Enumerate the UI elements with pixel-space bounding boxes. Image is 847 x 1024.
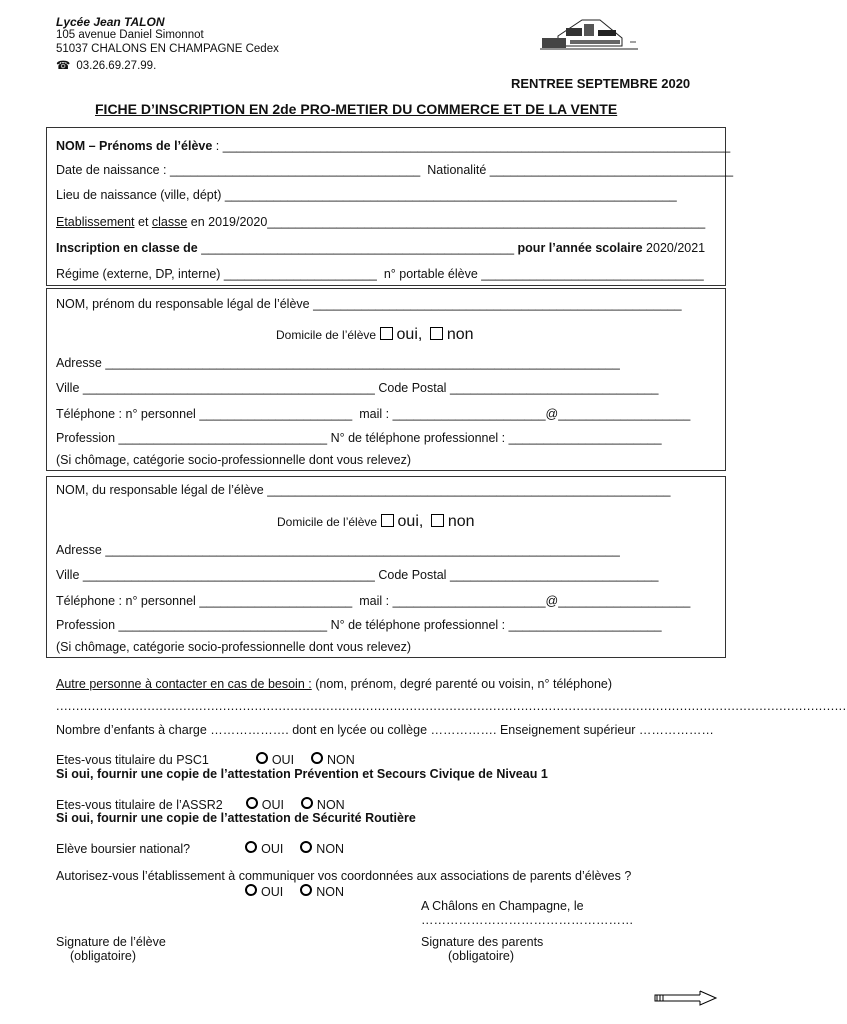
birthplace-label: Lieu de naissance (ville, dépt) — [56, 188, 222, 202]
guardian2-city-label: Ville — [56, 568, 80, 582]
consent-non-label: NON — [316, 885, 344, 899]
emergency-contact-label: Autre personne à contacter en cas de besoin : — [56, 677, 312, 691]
school-logo — [540, 14, 640, 54]
assr2-row — [56, 797, 345, 812]
enrollment-label: Inscription en classe de — [56, 241, 198, 255]
assr2-non-label: NON — [316, 798, 345, 812]
nationality-field[interactable]: ___________________________________ — [489, 163, 734, 177]
guardian2-address-row — [56, 543, 620, 557]
guardian2-phone-row — [56, 594, 690, 608]
guardian1-mail-field[interactable]: ______________________@___________________ — [392, 407, 691, 421]
guardian1-workphone-field[interactable]: ______________________ — [508, 431, 662, 445]
guardian1-phone-field[interactable]: ______________________ — [199, 407, 353, 421]
guardian1-phone-label: Téléphone : n° personnel — [56, 407, 196, 421]
guardian1-domicile-row — [276, 326, 474, 344]
nationality-label: Nationalité — [427, 163, 487, 177]
guardian2-mail-field[interactable]: ______________________@___________________ — [392, 594, 691, 608]
guardian1-workphone-label: N° de téléphone professionnel : — [330, 431, 506, 445]
guardian1-postal-field[interactable]: ______________________________ — [449, 381, 659, 395]
student-signature-label: Signature de l’élève — [56, 935, 166, 949]
psc1-oui-label: OUI — [271, 753, 295, 767]
mobile-field[interactable]: ________________________________ — [481, 267, 704, 281]
arrow-right-icon — [654, 990, 718, 1006]
guardian2-city-row — [56, 568, 659, 582]
guardian1-name-row — [56, 297, 682, 311]
student-signature-required: (obligatoire) — [70, 949, 137, 963]
regime-field[interactable]: ______________________ — [223, 267, 377, 281]
guardian2-phone-label: Téléphone : n° personnel — [56, 594, 196, 608]
guardian2-phone-field[interactable]: ______________________ — [199, 594, 353, 608]
enrollment-field[interactable]: _____________________________________________ — [201, 241, 515, 255]
guardian1-phone-row — [56, 407, 690, 421]
assr2-note: Si oui, fournir une copie de l’attestation de Sécurité Routière — [56, 811, 416, 825]
school-class-row — [56, 215, 705, 229]
school-address-2: 51037 CHALONS EN CHAMPAGNE Cedex — [56, 43, 279, 55]
page-title: FICHE D’INSCRIPTION EN 2de PRO-METIER DU COMMERCE ET DE LA VENTE — [95, 101, 618, 117]
school-address-1: 105 avenue Daniel Simonnot — [56, 29, 204, 41]
guardian1-oui-label: oui, — [396, 326, 423, 343]
place-date-label: A Châlons en Champagne, le — [421, 899, 584, 913]
guardian2-name-label: NOM, du responsable légal de l’élève — [56, 483, 264, 497]
psc1-note: Si oui, fournir une copie de l’attestation Prévention et Secours Civique de Niveau 1 — [56, 767, 548, 781]
guardian1-profession-row — [56, 431, 662, 445]
guardian1-address-field[interactable]: __________________________________________________________________________ — [105, 356, 620, 370]
guardian2-postal-label: Code Postal — [378, 568, 447, 582]
student-name-field[interactable]: _________________________________________________________________________ — [222, 139, 731, 153]
guardian1-name-field[interactable]: _____________________________________________________ — [313, 297, 682, 311]
guardian2-name-field[interactable]: __________________________________________________________ — [267, 483, 671, 497]
scholarship-non-label: NON — [316, 842, 345, 856]
guardian2-workphone-label: N° de téléphone professionnel : — [330, 618, 506, 632]
guardian2-postal-field[interactable]: ______________________________ — [449, 568, 659, 582]
regime-label: Régime (externe, DP, interne) — [56, 267, 221, 281]
consent-oui-label: OUI — [261, 885, 284, 899]
guardian2-domicile-row — [277, 513, 475, 531]
scholarship-oui-label: OUI — [261, 842, 284, 856]
guardian2-address-label: Adresse — [56, 543, 102, 557]
guardian1-city-label: Ville — [56, 381, 80, 395]
enrollment-row — [56, 241, 705, 255]
guardian1-city-row — [56, 381, 659, 395]
etab-year: en 2019/2020 — [187, 215, 268, 229]
guardian2-non-checkbox[interactable] — [431, 514, 444, 527]
emergency-contact-hint: (nom, prénom, degré parenté ou voisin, n° téléphone) — [311, 677, 613, 691]
school-name: Lycée Jean TALON — [56, 15, 165, 29]
parents-signature-label: Signature des parents — [421, 935, 544, 949]
consent-non-radio[interactable] — [300, 884, 312, 896]
guardian1-name-label: NOM, prénom du responsable légal de l’élève — [56, 297, 310, 311]
mobile-label: n° portable élève — [383, 267, 478, 281]
guardian2-mail-label: mail : — [359, 594, 390, 608]
rentree-label: RENTREE SEPTEMBRE 2020 — [511, 76, 691, 91]
etab-label: Etablissement — [56, 215, 135, 229]
assr2-oui-label: OUI — [261, 798, 284, 812]
dob-field[interactable]: ____________________________________ — [169, 163, 421, 177]
guardian1-address-row — [56, 356, 620, 370]
student-name-label: NOM – Prénoms de l’élève — [56, 139, 213, 153]
guardian2-workphone-field[interactable]: ______________________ — [508, 618, 662, 632]
birthplace-row — [56, 188, 677, 202]
guardian2-profession-field[interactable]: ______________________________ — [118, 618, 328, 632]
guardian1-unemployment-note: (Si chômage, catégorie socio-professionnelle dont vous relevez) — [56, 453, 412, 467]
children-count-row: Nombre d’enfants à charge ………………. dont en lycée ou collège ……………. Enseignement supérieur ……………… — [56, 723, 714, 737]
guardian2-profession-label: Profession — [56, 618, 116, 632]
assr2-oui-radio[interactable] — [246, 797, 258, 809]
parents-signature-required: (obligatoire) — [448, 949, 515, 963]
psc1-non-radio[interactable] — [311, 752, 323, 764]
guardian1-mail-label: mail : — [359, 407, 390, 421]
guardian2-city-field[interactable]: __________________________________________ — [82, 568, 375, 582]
psc1-row — [56, 752, 355, 767]
assr2-question: Etes-vous titulaire de l’ASSR2 — [56, 798, 223, 812]
class-label: classe — [151, 215, 188, 229]
guardian2-domicile-label: Domicile de l’élève — [277, 515, 378, 529]
birthplace-field[interactable]: _________________________________________________________________ — [224, 188, 677, 202]
guardian1-address-label: Adresse — [56, 356, 102, 370]
school-class-field[interactable]: _______________________________________________________________ — [267, 215, 706, 229]
guardian2-profession-row — [56, 618, 662, 632]
school-year-label: pour l’année scolaire — [517, 241, 643, 255]
dob-label: Date de naissance : — [56, 163, 167, 177]
guardian1-oui-checkbox[interactable] — [380, 327, 393, 340]
assr2-non-radio[interactable] — [301, 797, 313, 809]
consent-options — [245, 884, 344, 899]
school-phone-row — [56, 58, 156, 72]
guardian2-address-field[interactable]: __________________________________________________________________________ — [105, 543, 620, 557]
guardian1-postal-label: Code Postal — [378, 381, 447, 395]
school-phone: 03.26.69.27.99. — [76, 60, 157, 72]
emergency-contact-field[interactable]: ....................................................................................................................................................................................................... — [56, 699, 847, 713]
guardian1-domicile-label: Domicile de l’élève — [276, 328, 377, 342]
psc1-question: Etes-vous titulaire du PSC1 — [56, 753, 209, 767]
guardian1-city-field[interactable]: __________________________________________ — [82, 381, 375, 395]
guardian2-name-row — [56, 483, 670, 497]
scholarship-oui-radio[interactable] — [245, 841, 257, 853]
guardian1-at-sign: @ — [545, 407, 559, 421]
scholarship-row — [56, 841, 344, 856]
regime-row — [56, 267, 704, 281]
date-field[interactable]: …………………………………………… — [421, 913, 634, 927]
psc1-non-label: NON — [327, 753, 355, 767]
scholarship-question: Elève boursier national? — [56, 842, 191, 856]
scholarship-non-radio[interactable] — [300, 841, 312, 853]
guardian2-oui-checkbox[interactable] — [381, 514, 394, 527]
emergency-contact-row — [56, 677, 612, 691]
guardian2-oui-label: oui, — [397, 513, 424, 530]
phone-icon: ☎ — [56, 60, 71, 72]
guardian2-non-label: non — [447, 513, 475, 530]
school-year-value: 2020/2021 — [642, 241, 706, 255]
guardian1-profession-label: Profession — [56, 431, 116, 445]
student-name-colon: : — [212, 139, 220, 153]
guardian1-non-label: non — [446, 326, 474, 343]
consent-question: Autorisez-vous l’établissement à communiquer vos coordonnées aux associations de parents d’élèves ? — [56, 869, 632, 883]
etab-and: et — [134, 215, 152, 229]
psc1-oui-radio[interactable] — [256, 752, 268, 764]
guardian1-non-checkbox[interactable] — [430, 327, 443, 340]
dob-row — [56, 163, 733, 177]
guardian2-unemployment-note: (Si chômage, catégorie socio-professionnelle dont vous relevez) — [56, 640, 412, 654]
consent-oui-radio[interactable] — [245, 884, 257, 896]
guardian2-at-sign: @ — [545, 594, 559, 608]
guardian1-profession-field[interactable]: ______________________________ — [118, 431, 328, 445]
student-name-row — [56, 139, 730, 153]
